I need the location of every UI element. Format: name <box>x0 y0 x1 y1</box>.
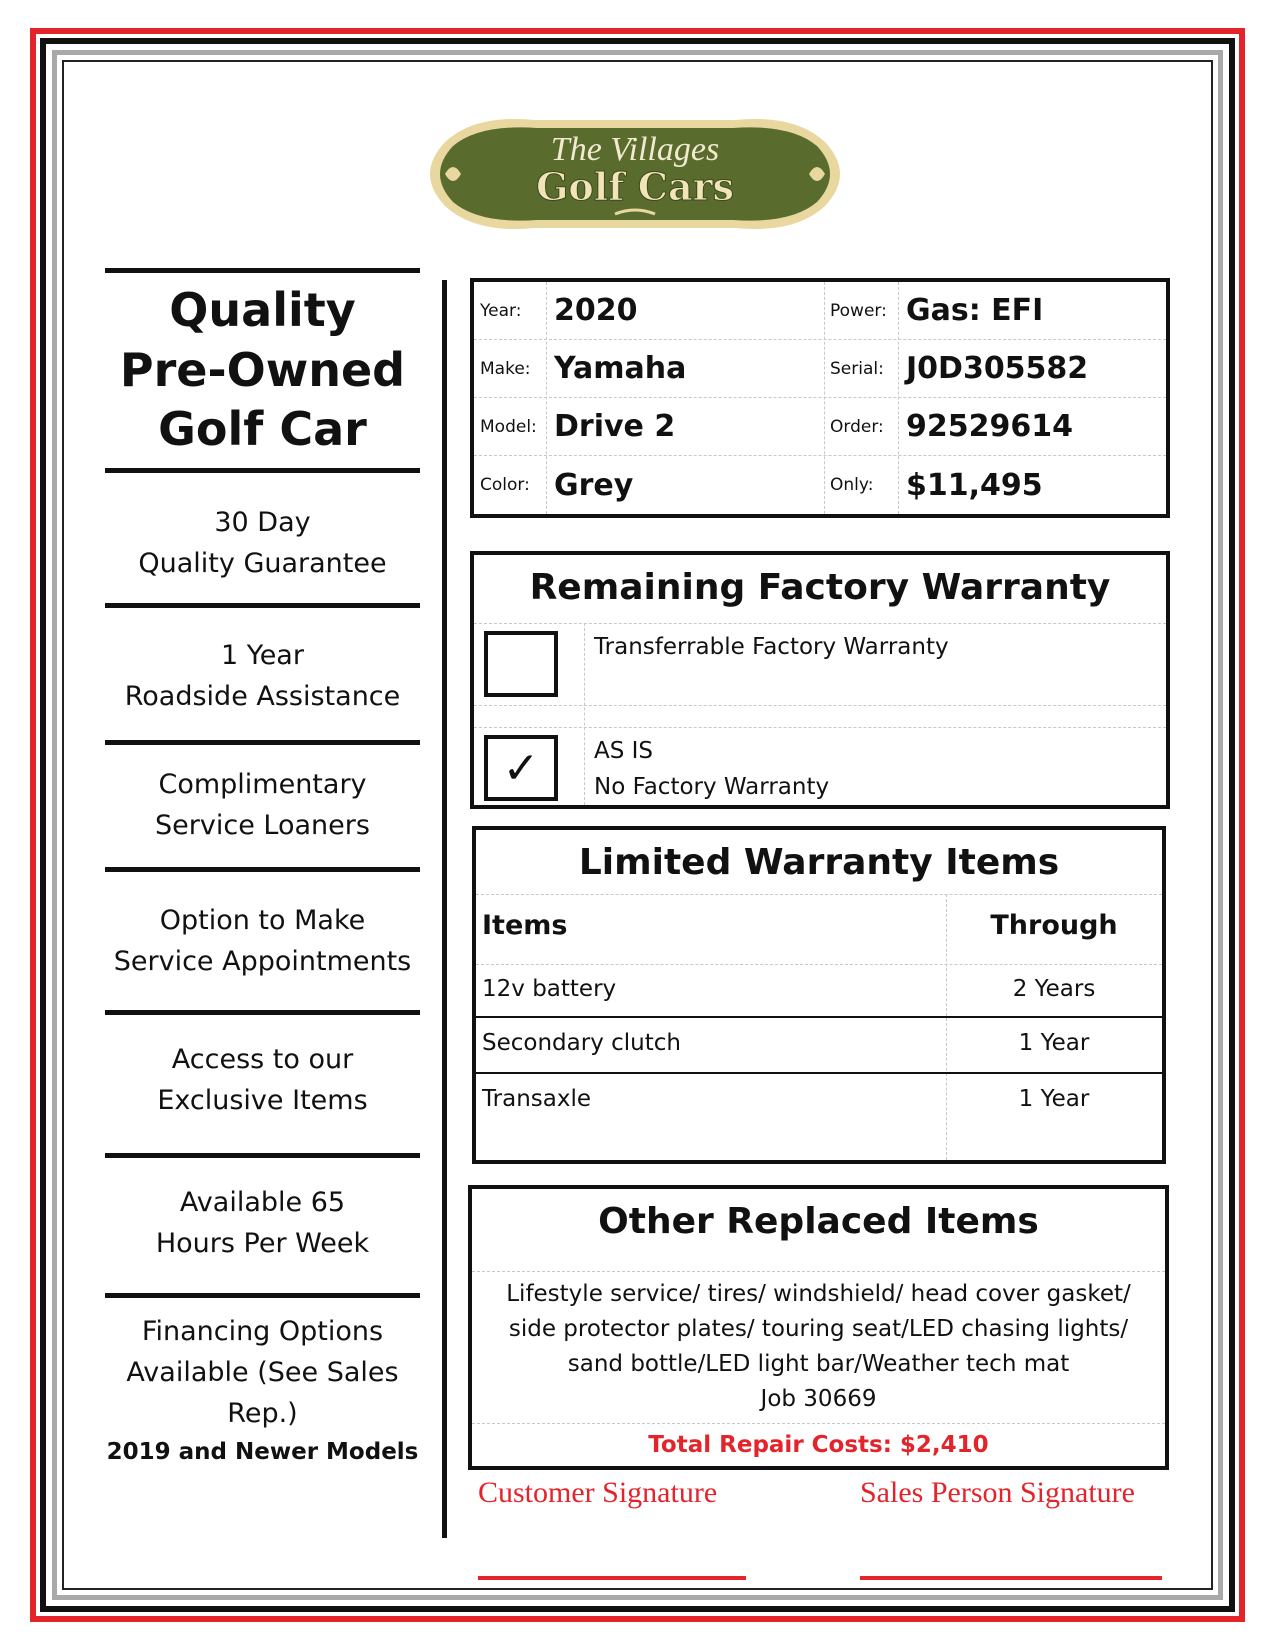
order-label: Order: <box>830 416 884 437</box>
left-rule <box>105 268 420 273</box>
info-row <box>474 456 1166 514</box>
benefit-line: Access to our <box>171 1044 354 1075</box>
benefit-appointments <box>90 900 435 982</box>
benefit-line: Available (See Sales Rep.) <box>126 1357 399 1429</box>
order-value: 92529614 <box>906 409 1073 444</box>
as-is-line: No Factory Warranty <box>594 774 830 800</box>
benefit-financing <box>90 1311 435 1470</box>
benefit-line: Complimentary <box>158 769 367 800</box>
logo-line1: The Villages <box>550 131 720 168</box>
column-divider <box>442 280 447 1538</box>
left-title-line2: Pre-Owned <box>119 343 406 397</box>
color-value: Grey <box>554 467 634 503</box>
customer-signature-label: Customer Signature <box>478 1476 718 1509</box>
warranty-item: 12v battery <box>482 976 617 1002</box>
total-repair-costs: Total Repair Costs: $2,410 <box>648 1432 989 1458</box>
benefit-roadside <box>90 635 435 717</box>
left-rule <box>105 1153 420 1158</box>
make-value: Yamaha <box>554 351 687 386</box>
limited-warranty-box <box>472 826 1166 1164</box>
power-label: Power: <box>830 300 887 321</box>
other-replaced-title: Other Replaced Items <box>598 1201 1039 1242</box>
benefit-loaners <box>90 764 435 846</box>
job-number: Job 30669 <box>760 1386 877 1412</box>
warranty-through: 1 Year <box>1018 1086 1090 1112</box>
benefit-line: Hours Per Week <box>155 1228 370 1259</box>
as-is-line: AS IS <box>594 738 654 764</box>
left-title-line3: Golf Car <box>158 402 367 456</box>
year-label: Year: <box>480 300 522 321</box>
through-column-header: Through <box>990 910 1118 941</box>
other-replaced-line: side protector plates/ touring seat/LED chasing lights/ <box>508 1316 1129 1342</box>
left-rule <box>105 740 420 745</box>
benefit-line: Available 65 <box>179 1187 346 1218</box>
other-replaced-line: Lifestyle service/ tires/ windshield/ head cover gasket/ <box>506 1281 1131 1307</box>
serial-value: J0D305582 <box>906 351 1089 386</box>
benefit-line: 1 Year <box>221 640 304 671</box>
benefit-line: Service Appointments <box>113 946 412 977</box>
left-rule <box>105 1010 420 1015</box>
info-row <box>474 282 1166 340</box>
vehicle-info-table <box>470 278 1170 518</box>
customer-signature-line[interactable] <box>478 1576 746 1580</box>
year-value: 2020 <box>554 293 638 328</box>
left-rule <box>105 867 420 872</box>
benefit-line: Quality Guarantee <box>138 548 387 579</box>
other-replaced-line: sand bottle/LED light bar/Weather tech mat <box>567 1351 1070 1377</box>
benefit-line: Exclusive Items <box>157 1085 368 1116</box>
left-rule <box>105 603 420 608</box>
other-replaced-list <box>472 1277 1165 1417</box>
make-label: Make: <box>480 358 531 379</box>
warranty-item: Secondary clutch <box>482 1030 681 1056</box>
model-label: Model: <box>480 416 537 437</box>
benefit-guarantee <box>90 502 435 584</box>
power-value: Gas: EFI <box>906 293 1044 328</box>
benefit-exclusive <box>90 1039 435 1121</box>
benefit-line: Financing Options <box>141 1316 384 1347</box>
warranty-through: 1 Year <box>1018 1030 1090 1056</box>
transferrable-warranty-label: Transferrable Factory Warranty <box>594 634 949 660</box>
transferrable-warranty-checkbox[interactable] <box>484 631 558 697</box>
info-row <box>474 398 1166 456</box>
left-title-line1: Quality <box>169 283 356 337</box>
price-value: $11,495 <box>906 467 1043 503</box>
benefit-line: Service Loaners <box>155 810 370 841</box>
serial-label: Serial: <box>830 358 884 379</box>
benefit-note: 2019 and Newer Models <box>106 1439 419 1465</box>
as-is-label <box>594 733 829 805</box>
info-row <box>474 340 1166 398</box>
sales-signature-line[interactable] <box>860 1576 1162 1580</box>
sales-signature-label: Sales Person Signature <box>860 1476 1135 1509</box>
logo-line2: Golf Cars <box>535 164 735 209</box>
other-replaced-box <box>468 1185 1169 1470</box>
as-is-checkbox[interactable] <box>484 735 558 801</box>
dealer-logo <box>415 112 855 236</box>
benefit-line: 30 Day <box>214 507 311 538</box>
color-label: Color: <box>480 475 530 495</box>
factory-warranty-box <box>470 551 1170 809</box>
warranty-item: Transaxle <box>482 1086 592 1112</box>
items-column-header: Items <box>482 910 568 941</box>
limited-warranty-title: Limited Warranty Items <box>578 842 1060 883</box>
benefit-line: Option to Make <box>159 905 366 936</box>
model-value: Drive 2 <box>554 409 676 444</box>
price-label: Only: <box>830 475 874 495</box>
benefit-line: Roadside Assistance <box>124 681 401 712</box>
benefit-hours <box>90 1182 435 1264</box>
warranty-through: 2 Years <box>1012 976 1096 1002</box>
left-rule <box>105 1293 420 1298</box>
checkmark-icon: ✓ <box>502 742 540 794</box>
factory-warranty-title: Remaining Factory Warranty <box>529 567 1111 608</box>
left-rule <box>105 468 420 473</box>
